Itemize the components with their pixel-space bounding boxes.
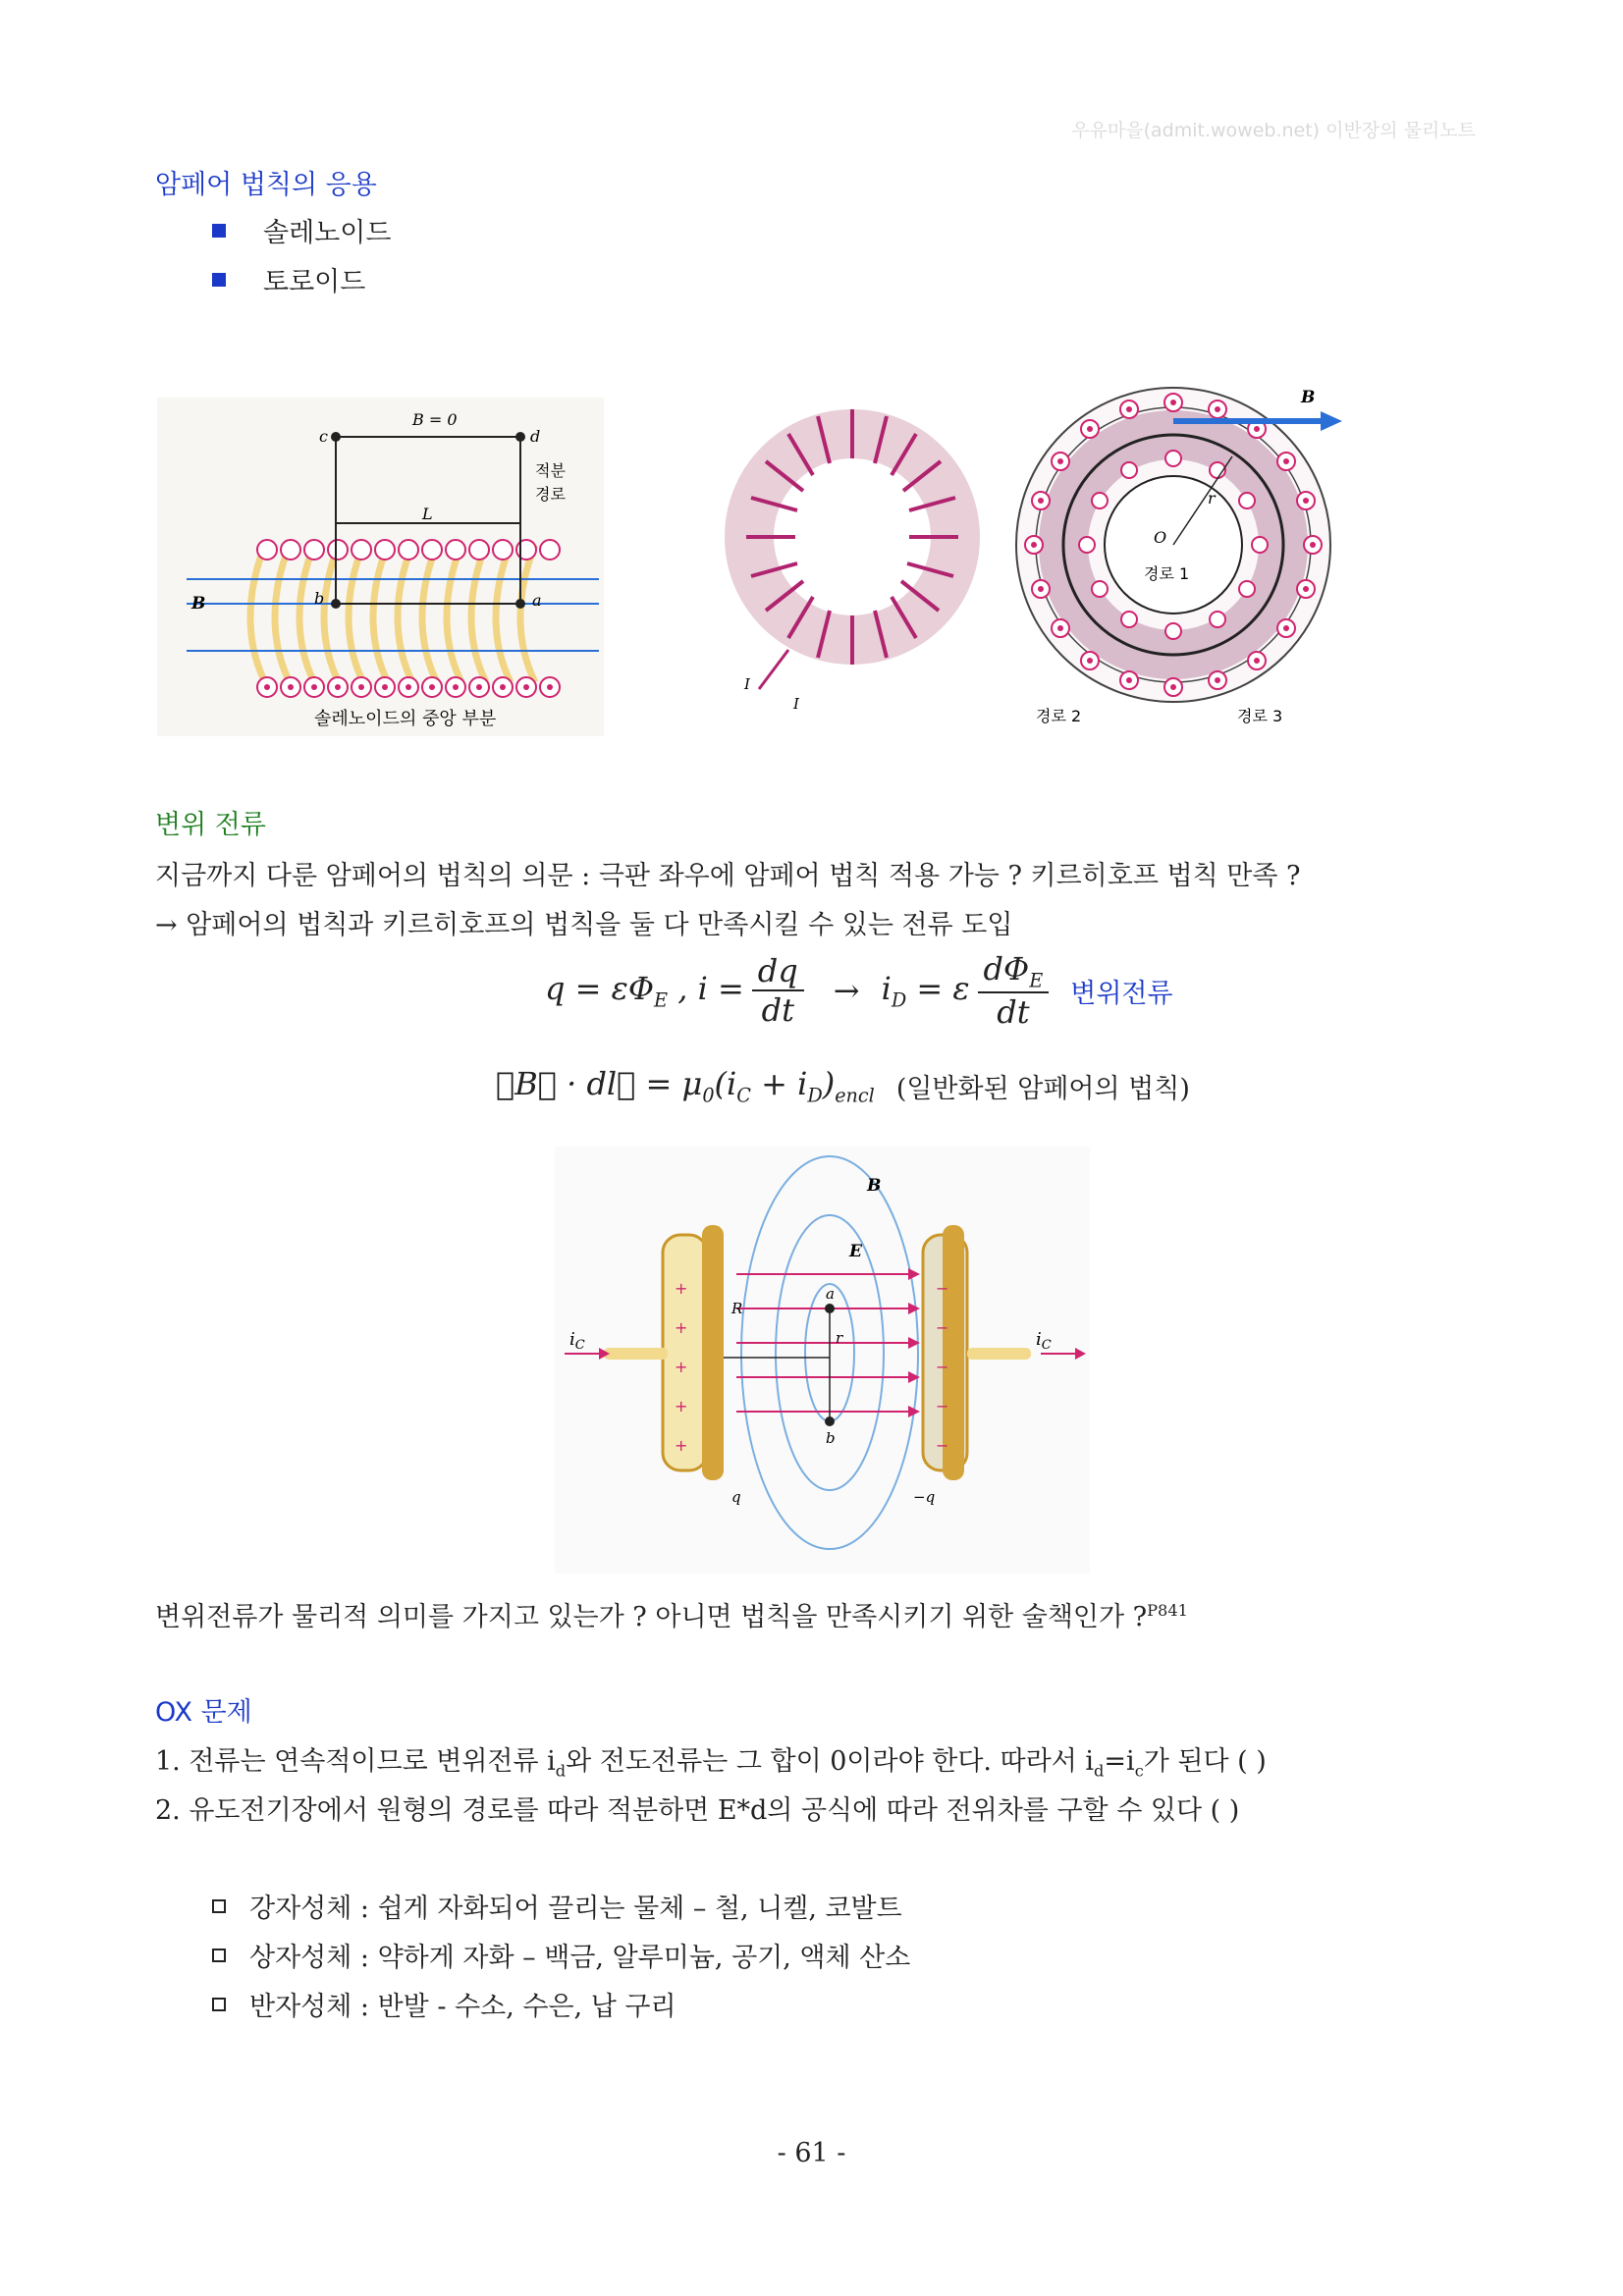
- svg-text:−: −: [936, 1358, 949, 1376]
- ox-q1-sub-c: c: [1134, 1761, 1144, 1781]
- capacitor-ic-right-label: $i_C$: [1036, 1329, 1052, 1353]
- toroid-coil-figure: [715, 365, 995, 733]
- capacitor-point-b-label: b: [826, 1429, 836, 1447]
- ox-q1-part: =i: [1104, 1746, 1135, 1777]
- capacitor-b-label: B: [867, 1176, 882, 1196]
- bullet-item-toroid: [212, 260, 365, 298]
- toroid-path1-label: 경로 1: [1144, 564, 1190, 583]
- magnetism-item-text: 강자성체 : 쉽게 자화되어 끌리는 물체 – 철, 니켈, 코발트: [249, 1894, 902, 1924]
- svg-text:−: −: [936, 1318, 949, 1337]
- magnetism-item-diamagnetic: [212, 1985, 676, 2023]
- svg-text:+: +: [675, 1318, 688, 1337]
- magnetism-item-ferromagnetic: [212, 1887, 902, 1925]
- toroid-path2-label: 경로 2: [1036, 707, 1082, 725]
- section-title-ampere-applications: 암페어 법칙의 응용: [155, 170, 377, 200]
- svg-text:+: +: [675, 1358, 688, 1376]
- svg-text:−: −: [936, 1436, 949, 1455]
- capacitor-ic-left-label: $i_C$: [569, 1329, 585, 1353]
- capacitor-figure: [555, 1147, 1090, 1574]
- ox-question-1: [155, 1739, 1267, 1780]
- capacitor-point-a-label: a: [826, 1285, 835, 1303]
- capacitor-charge-minus-q-label: −q: [913, 1488, 936, 1506]
- svg-text:+: +: [675, 1397, 688, 1415]
- solenoid-b-zero-label: B = 0: [412, 410, 458, 429]
- toroid-field-b-label: B: [1301, 388, 1316, 407]
- section-title-displacement-current: 변위 전류: [155, 810, 266, 840]
- eq-generalized-ampere: ∮B⃗ · dl⃗ = $\mu_0(i_C + i_D)_{encl}$: [496, 1065, 875, 1107]
- point-c-label: c: [319, 427, 328, 446]
- svg-text:−: −: [936, 1279, 949, 1298]
- ox-q1-part: 가 된다 ( ): [1143, 1746, 1267, 1777]
- toroid-center-o-label: O: [1154, 528, 1167, 547]
- displacement-current-label: 변위전류: [1070, 978, 1173, 1009]
- capacitor-radius-r-label: r: [836, 1329, 843, 1347]
- solenoid-figure: [157, 398, 604, 736]
- generalized-ampere-equation: [496, 1065, 1190, 1106]
- arrow-icon: →: [833, 972, 860, 1010]
- ox-q1-sub-d: d: [1094, 1761, 1105, 1781]
- hollow-square-bullet-icon: [212, 1998, 226, 2011]
- point-b-label: b: [314, 589, 325, 608]
- displacement-current-equation: [545, 950, 1173, 1031]
- page-header-source: 우유마을(admit.woweb.net) 이반장의 물리노트: [1071, 120, 1476, 141]
- eq-q-definition: $q = \varepsilon\Phi_E$ , i =: [545, 970, 744, 1012]
- svg-text:−: −: [936, 1397, 949, 1415]
- ox-q1-part: 1. 전류는 연속적이므로 변위전류 i: [155, 1746, 556, 1777]
- capacitor-radius-R-label: R: [731, 1300, 743, 1317]
- capacitor-e-label: E: [849, 1242, 862, 1261]
- ox-q1-part: 와 전도전류는 그 합이 0이라야 한다. 따라서 i: [566, 1746, 1095, 1777]
- eq-fraction-dphi-dt: $d\Phi_E$ dt: [978, 950, 1050, 1031]
- svg-text:+: +: [675, 1436, 688, 1455]
- hollow-square-bullet-icon: [212, 1899, 226, 1913]
- toroid-current-label-1: I: [744, 675, 750, 693]
- magnetism-item-paramagnetic: [212, 1936, 910, 1974]
- hollow-square-bullet-icon: [212, 1949, 226, 1962]
- toroid-radius-r-label: r: [1208, 489, 1216, 507]
- question-text: 변위전류가 물리적 의미를 가지고 있는가 ? 아니면 법칙을 만족시키기 위한 술책인가 ?: [155, 1602, 1148, 1632]
- square-bullet-icon: [212, 224, 226, 238]
- magnetism-item-text: 상자성체 : 약하게 자화 – 백금, 알루미늄, 공기, 액체 산소: [249, 1943, 911, 1973]
- svg-text:+: +: [675, 1279, 688, 1298]
- solenoid-field-b-label: B: [191, 594, 206, 614]
- ox-question-2: 2. 유도전기장에서 원형의 경로를 따라 적분하면 E*d의 공식에 따라 전위차를 구할 수 있다 ( ): [155, 1795, 1240, 1826]
- length-l-label: L: [422, 505, 433, 523]
- bullet-label: 토로이드: [263, 267, 366, 297]
- ampere-question-line: 지금까지 다룬 암페어의 법칙의 의문 : 극판 좌우에 암페어 법칙 적용 가능 ? 키르히호프 법칙 만족 ?: [155, 861, 1301, 891]
- eq-fraction-dq-dt: $\frac{dq}{dt}$: [752, 952, 804, 1029]
- capacitor-charge-q-label: q: [731, 1488, 741, 1506]
- page-reference: P841: [1147, 1601, 1188, 1620]
- toroid-path3-label: 경로 3: [1237, 707, 1283, 725]
- magnetism-item-text: 반자성체 : 반발 - 수소, 수은, 납 구리: [249, 1992, 676, 2022]
- displacement-current-intro-line: → 암페어의 법칙과 키르히호프의 법칙을 둘 다 만족시킬 수 있는 전류 도입: [155, 910, 1013, 940]
- integration-path-label-2: 경로: [535, 485, 566, 504]
- solenoid-caption: 솔레노이드의 중앙 부분: [314, 709, 497, 729]
- section-title-ox-quiz: OX 문제: [155, 1697, 252, 1728]
- point-d-label: d: [530, 427, 541, 446]
- ox-q1-sub-d: d: [555, 1761, 567, 1781]
- point-a-label: a: [532, 591, 542, 610]
- generalized-ampere-label: (일반화된 암페어의 법칙): [895, 1073, 1190, 1104]
- toroid-current-label-2: I: [793, 695, 799, 713]
- square-bullet-icon: [212, 273, 226, 287]
- page-number: - 61 -: [777, 2138, 846, 2168]
- eq-id-definition: $i_D = \varepsilon$: [881, 970, 970, 1012]
- integration-path-label-1: 적분: [535, 461, 566, 480]
- displacement-current-question: [155, 1595, 1188, 1633]
- toroid-section-figure: [1006, 378, 1345, 736]
- bullet-item-solenoid: [212, 211, 391, 249]
- bullet-label: 솔레노이드: [263, 218, 392, 248]
